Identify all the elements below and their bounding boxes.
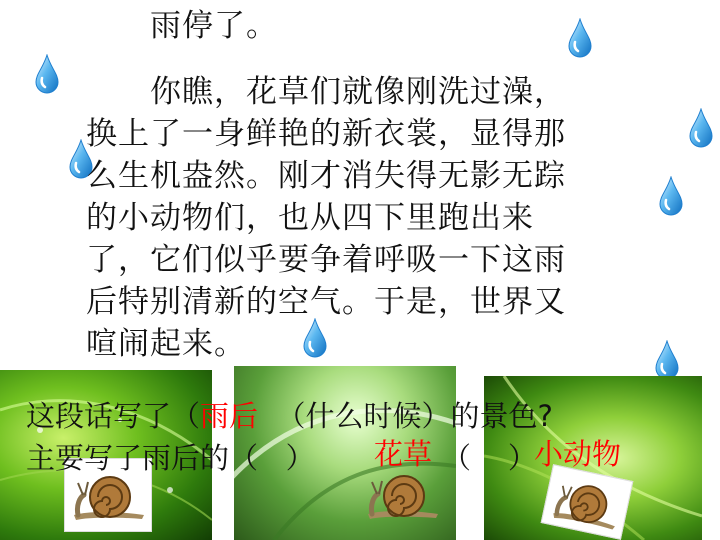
raindrop-icon <box>658 176 684 216</box>
passage-line: 后特别清新的空气。于是，世界又 <box>86 284 566 320</box>
snail-icon <box>362 464 442 524</box>
passage-line: 喧闹起来。 <box>86 326 246 362</box>
passage-line: 么生机盎然。刚才消失得无影无踪 <box>86 158 566 194</box>
passage-line: 雨停了。 <box>150 8 278 44</box>
question-1-prefix: 这段话写了（ <box>26 399 201 433</box>
question-1-suffix: （什么时候）的景色? <box>276 399 553 433</box>
raindrop-icon <box>34 54 60 94</box>
answer-time: 雨后 <box>200 399 259 433</box>
answer-animals: 小动物 <box>534 437 622 471</box>
question-2-blank: （ ） <box>442 441 537 475</box>
question-1 <box>26 398 553 434</box>
raindrop-icon <box>688 108 714 148</box>
raindrop-icon <box>654 340 680 380</box>
question-2 <box>26 440 315 476</box>
question-2-bracket: ） <box>285 441 315 475</box>
passage-line: 换上了一身鲜艳的新衣裳，显得那 <box>86 116 566 152</box>
raindrop-icon <box>567 18 593 58</box>
answer-plants: 花草 <box>374 437 433 471</box>
raindrop-icon <box>302 318 328 358</box>
passage-line: 了，它们似乎要争着呼吸一下这雨 <box>86 242 566 278</box>
passage-line: 的小动物们，也从四下里跑出来 <box>86 200 534 236</box>
snail-icon <box>544 468 630 537</box>
question-2-prefix: 主要写了雨后的（ <box>26 441 259 475</box>
passage-line: 你瞧，花草们就像刚洗过澡， <box>150 74 566 110</box>
